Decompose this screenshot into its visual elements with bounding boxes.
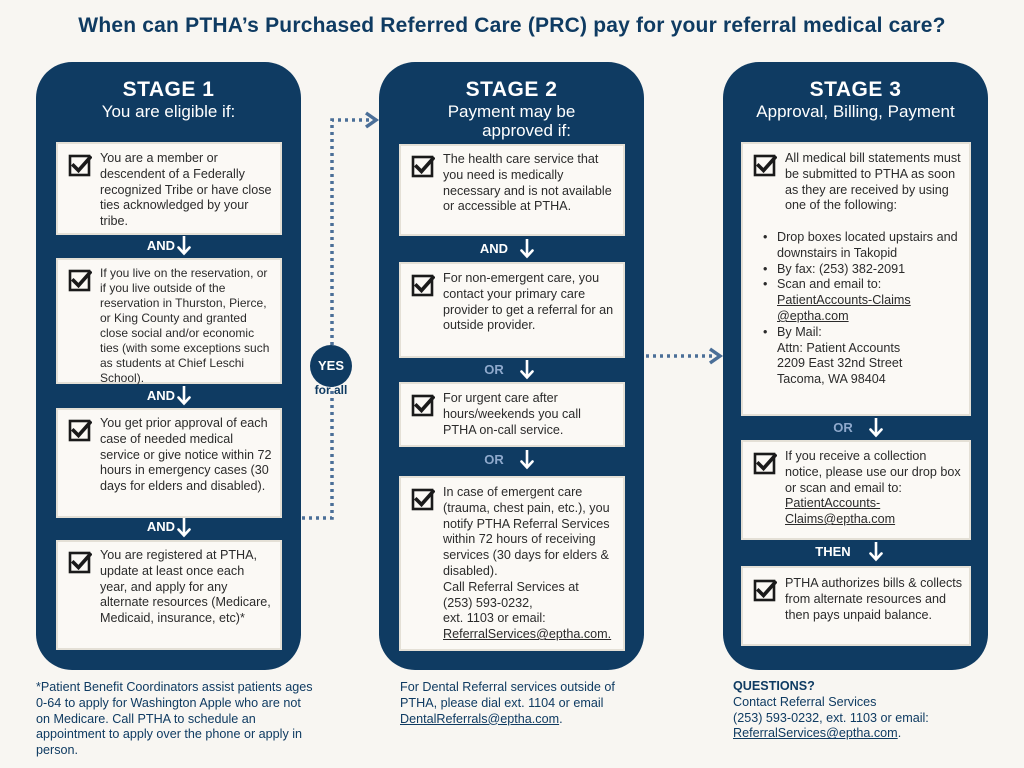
connector-and: AND xyxy=(146,519,176,534)
connector-or: OR xyxy=(484,362,504,377)
collection-email-link[interactable]: PatientAccounts-Claims@eptha.com xyxy=(785,496,896,527)
stage-1-panel xyxy=(36,62,301,670)
arrow-down-icon xyxy=(520,450,534,470)
stage-2-box-3-text: For urgent care after hours/weekends you call PTHA on-call service. xyxy=(443,391,581,437)
mail-attn-line: Attn: Patient Accounts xyxy=(777,340,901,355)
connector-or: OR xyxy=(833,420,853,435)
stage-1-box-1-text: You are a member or descendent of a Federally recognized Tribe or have close ties acknowledged by your tribe. xyxy=(100,151,272,229)
stage-2-box-3 xyxy=(399,382,625,447)
mail-city-line: Tacoma, WA 98404 xyxy=(777,372,886,387)
stage-1-box-3 xyxy=(56,408,282,518)
dental-referral-text: For Dental Referral services outside of PTHA, please dial ext. 1104 or email xyxy=(400,680,615,710)
stage-1-box-2 xyxy=(56,258,282,384)
stage-2-box-2-text: For non-emergent care, you contact your primary care provider to get a referral for an outside provider. xyxy=(443,271,614,333)
stage-2-box-4-call: Call Referral Services at xyxy=(443,579,579,594)
questions-email-link[interactable]: ReferralServices@eptha.com xyxy=(733,726,898,741)
stage-3-box-2-text: If you receive a collection notice, please use our drop box or scan and email to: xyxy=(785,449,961,495)
stage-3-box-1-content xyxy=(785,151,969,214)
stage-3-box-2-content xyxy=(785,449,969,528)
mail-street-line: 2209 East 32nd Street xyxy=(777,356,903,371)
stage-2-box-4 xyxy=(399,476,625,651)
arrow-down-icon xyxy=(869,542,883,562)
footnote-patient-benefit: *Patient Benefit Coordinators assist patients ages 0-64 to apply for Washington Apple who are not on Medicare. Call PTHA to schedule an appointment to apply over the phone or apply in person. xyxy=(36,680,313,758)
stage-1-box-1 xyxy=(56,142,282,235)
connector-and: AND xyxy=(146,388,176,403)
stage-3-box-3-text: PTHA authorizes bills & collects from alternate resources and then pays unpaid balance. xyxy=(785,576,963,622)
period: . xyxy=(559,711,563,726)
connector-then: THEN xyxy=(815,544,851,559)
arrow-down-icon xyxy=(520,239,534,259)
stage-1-box-4-text: You are registered at PTHA, update at least once each year, and apply for any alternate resources (Medicare, Medicaid, insurance, etc)* xyxy=(100,548,271,626)
checked-box-icon xyxy=(411,487,435,511)
footnote-dental xyxy=(400,680,650,727)
checked-box-icon xyxy=(68,153,92,177)
checked-box-icon xyxy=(68,418,92,442)
stage-2-subheading-line-1: Payment may be xyxy=(447,102,576,121)
dotted-arrow-right-icon xyxy=(644,346,726,368)
stage-1-box-4 xyxy=(56,540,282,650)
stage-3-box-1-intro: All medical bill statements must be submitted to PTHA as soon as they are received by using one of the following: xyxy=(785,151,961,213)
patient-accounts-email-domain-link[interactable]: @eptha.com xyxy=(777,308,849,323)
list-item xyxy=(763,325,973,388)
checked-box-icon xyxy=(68,268,92,292)
checked-box-icon xyxy=(411,393,435,417)
stage-2-box-1 xyxy=(399,144,625,236)
list-item: • Drop boxes located upstairs and downstairs in Takopid xyxy=(763,230,973,262)
patient-accounts-email-link[interactable]: PatientAccounts-Claims xyxy=(777,293,911,308)
contact-phone-line: (253) 593-0232, ext. 1103 or email: xyxy=(733,710,929,725)
stage-2-box-2 xyxy=(399,262,625,358)
questions-heading: QUESTIONS? xyxy=(733,679,815,693)
checked-box-icon xyxy=(753,451,777,475)
checked-box-icon xyxy=(753,153,777,177)
referral-services-email-link[interactable]: ReferralServices@eptha.com. xyxy=(443,627,612,642)
checked-box-icon xyxy=(753,578,777,602)
stage-2-heading: STAGE 2 xyxy=(465,78,558,101)
arrow-down-icon xyxy=(177,386,191,406)
stage-3-heading: STAGE 3 xyxy=(809,78,902,101)
period: . xyxy=(897,726,902,741)
by-mail-label: • By Mail: xyxy=(777,324,822,339)
stage-2-box-4-phone: (253) 593-0232, xyxy=(443,595,533,610)
stage-1-box-2-text: If you live on the reservation, or if you live outside of the reservation in Thurston, Pierce, or King County and granted close social and/or economic ties (with some exceptions such as students at Chief Leschi School). xyxy=(100,266,270,385)
stage-2-box-1-text: The health care service that you need is medically necessary and is not available or accessible at PTHA. xyxy=(443,152,612,214)
contact-line: Contact Referral Services xyxy=(733,694,877,709)
yes-for-all-label: for all xyxy=(314,383,348,397)
connector-and: AND xyxy=(146,238,176,253)
checked-box-icon xyxy=(411,273,435,297)
arrow-down-icon xyxy=(177,518,191,538)
yes-badge: YES xyxy=(310,345,352,387)
stage-2-subheading-line-2: approved if: xyxy=(482,121,571,140)
submission-methods-list xyxy=(763,230,973,388)
stage-2-panel xyxy=(379,62,644,670)
scan-email-label: • Scan and email to: xyxy=(777,277,882,292)
dental-referrals-email-link[interactable]: DentalReferrals@eptha.com xyxy=(400,711,560,726)
stage-2-box-4-ext: ext. 1103 or email: xyxy=(443,611,546,626)
checked-box-icon xyxy=(68,550,92,574)
page-title: When can PTHA’s Purchased Referred Care (PRC) pay for your referral medical care? xyxy=(78,14,946,37)
arrow-down-icon xyxy=(520,360,534,380)
stage-1-subheading: You are eligible if: xyxy=(101,102,236,121)
stage-1-box-3-text: You get prior approval of each case of needed medical service or give notice within 72 hours in emergency cases (30 days for elders and disabled). xyxy=(100,416,272,494)
arrow-down-icon xyxy=(177,236,191,256)
stage-3-box-3 xyxy=(741,566,971,646)
stage-3-box-2 xyxy=(741,440,971,540)
connector-or: OR xyxy=(484,452,504,467)
list-item xyxy=(763,277,973,324)
stage-2-box-4-text: In case of emergent care (trauma, chest pain, etc.), you notify PTHA Referral Services within 72 hours of receiving services (30 days for elders & disabled). xyxy=(443,485,610,578)
arrow-down-icon xyxy=(869,418,883,438)
stage-3-subheading: Approval, Billing, Payment xyxy=(756,102,955,121)
footnote-questions xyxy=(733,679,993,742)
list-item: • By fax: (253) 382-2091 xyxy=(763,262,973,278)
connector-and: AND xyxy=(479,241,509,256)
stage-2-box-4-content xyxy=(443,485,623,643)
dotted-arrow-right-icon xyxy=(300,110,382,522)
stage-3-panel xyxy=(723,62,988,670)
stage-1-heading: STAGE 1 xyxy=(122,78,215,101)
checked-box-icon xyxy=(411,154,435,178)
